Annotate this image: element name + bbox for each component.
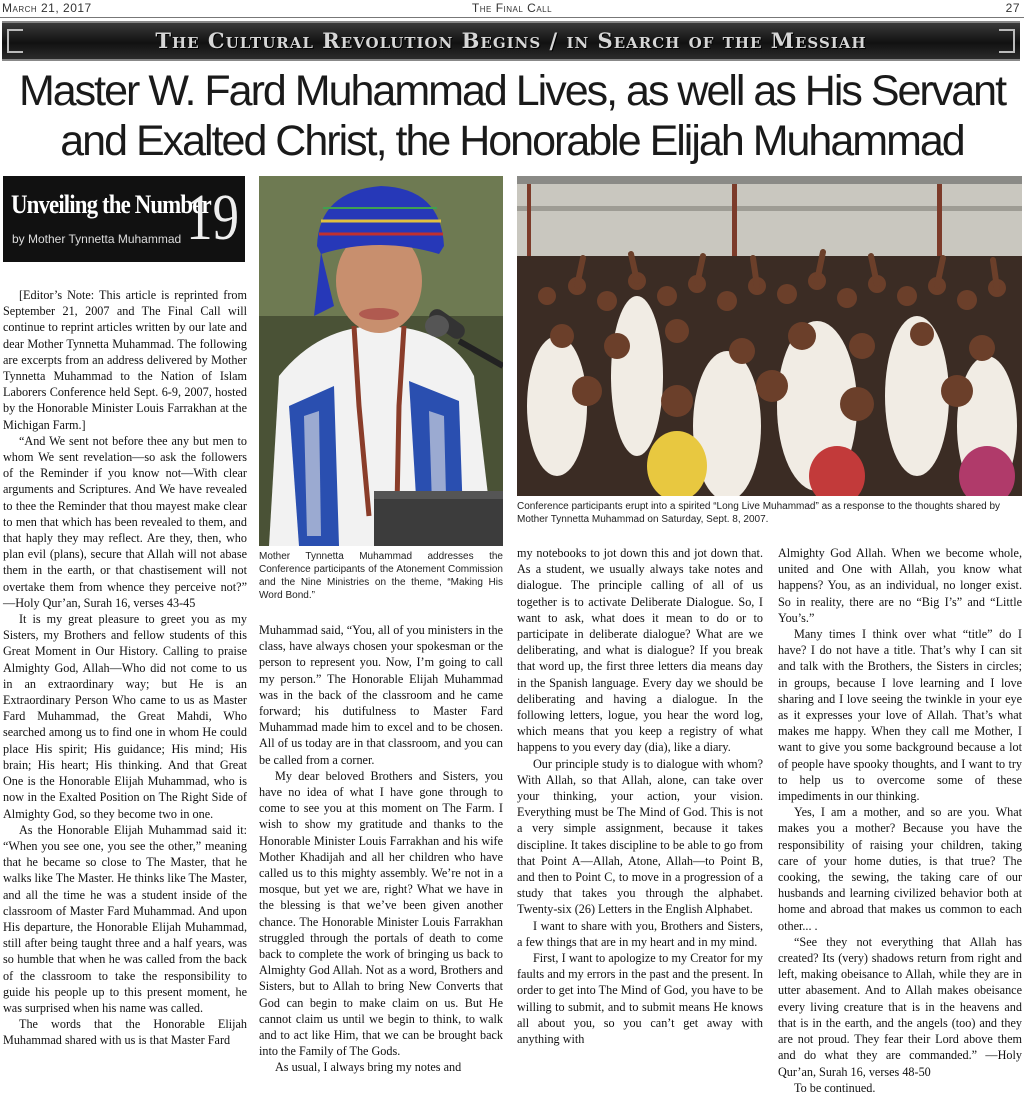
article-paragraph: I want to share with you, Brothers and Sisters, a few things that are in my heart and in my mind. (517, 918, 763, 949)
article-paragraph: My dear beloved Brothers and Sisters, you have no idea of what I have gone through to come to see you at this moment on The Farm. I wish to show my gratitude and thanks to the Honorable Minister Louis Farrakhan and his wife Mother Khadijah and all her children who have called us to this mighty assembly. We’re not in a mosque, but yet we are, right? What we have in the blessing is that we’ve been given another chance. The Honorable Minister Louis Farrakhan struggled through the portals of death to come back to complete the work of bringing us back to Almighty God Allah. Not as a word, Brothers and Sisters, but to Allah to bring New Converts that God can begin to make claim on us. But He cannot claim us until we begin to think, to walk and to act like Him, that we can be brought back into the Family of The Gods. (259, 768, 503, 1059)
article-column-1 (3, 287, 247, 1049)
article-paragraph: Many times I think over what “title” do I have? I do not have a title. That’s why I can sit and talk with the Brothers, the Sisters in circles; in groups, because I love learning and I love sharing and I love seeing the twinkle in your eye as it expresses your love of Allah. That’s what makes me happy. When they call me Mother, I want to give you some background because a lot of people have spooky thoughts, and I want to try to help us to overcome some of these impediments in our thinking. (778, 627, 1022, 804)
banner-ornament-right (999, 29, 1015, 53)
column-logo-byline: by Mother Tynnetta Muhammad (12, 232, 182, 246)
article-paragraph: First, I want to apologize to my Creator for my faults and my errors in the past and the present. In order to get into The Mind of God, you have to be willing to submit, and to submit means He knows all about you, so you can’t get away with anything with (517, 951, 763, 1047)
article-paragraph: “See they not everything that Allah has created? Its (very) shadows return from right and left, making obeisance to Allah, while they are in utter abasement. And to Allah makes obeisance every living creature that is in the heavens and that is in the earth, and the angels (too) and they are not proud. They fear their Lord above them and do what they are commanded.” —Holy Qur’an, Surah 16, verses 48-50 (778, 934, 1022, 1079)
column-logo-title: Unveiling the Number (11, 190, 211, 219)
article-column-2 (259, 622, 503, 1076)
page-header (0, 0, 1024, 18)
crowd-photo-caption: Conference participants erupt into a spirited “Long Live Muhammad” as a response to the thoughts shared by Mother Tynnetta Muhammad on Saturday, Sept. 8, 2007. (517, 501, 1001, 525)
column-logo-number: 19 (186, 181, 239, 254)
issue-date: March 21, 2017 (2, 1, 92, 15)
headline-line-1: Master W. Fard Muhammad Lives, as well as His Servant (18, 67, 1006, 115)
speaker-photo-image (259, 176, 503, 546)
article-paragraph: As the Honorable Elijah Muhammad said it: “When you see one, you see the other,” meaning that he became so close to The Master, that he walks like The Master. He thinks like The Master, and all the time he was a student inside of the classroom of Master Fard Muhammad. And upon His departure, the Honorable Elijah Muhammad, still after being taught three and a half years, was so humble that when he was called from the back of the classroom to take the responsibility to guide his people up to this present moment, he was surprised when his name was called. (3, 822, 247, 1015)
crowd-photo-image (517, 176, 1022, 496)
article-column-3 (517, 545, 763, 1047)
article-paragraph: Our principle study is to dialogue with whom? With Allah, so that Allah, alone, can take over your thinking, your action, your vision. Everything must be The Mind of God. This is not a very simple assignment, because it takes discipline. It takes discipline to be able to go from that Point A—Allah, Atone, Allah—to Point B, and then to Point C, to move in a progression of a study that takes you through the alphabet. Twenty-six (26) Letters in the English Alphabet. (517, 756, 763, 917)
article-paragraph: “And We sent not before thee any but men to whom We sent revelation—so ask the followers of the Reminder if you know not—With clear arguments and Scriptures. And We have revealed to thee the Reminder that thou mayest make clear to men that which has been revealed to them, and that haply they may reflect. Are they, then, who plan evil (plans), secure that Allah will not abase them in the earth, or that chastisement will not overtake them from whence they perceive not?” —Holy Qur’an, Surah 16, verses 43-45 (3, 433, 247, 610)
speaker-photo (259, 176, 503, 546)
article-paragraph: Almighty God Allah. When we become whole, united and One with Allah, you know what happens? You, as an individual, no longer exist. So in reality, there are no “Big I’s” and “Little You’s.” (778, 546, 1022, 625)
section-banner (2, 21, 1020, 61)
column-logo (3, 176, 245, 262)
publication-name: The Final Call (471, 1, 553, 15)
article-paragraph: [Editor’s Note: This article is reprinted from September 21, 2007 and The Final Call will continue to reprint articles written by our late and dear Mother Tynnetta Muhammad. The following are excerpts from an address delivered by Mother Tynnetta Muhammad to the Nation of Islam Laborers Conference held Sept. 6-9, 2007, hosted by the Honorable Minister Louis Farrakhan at the Michigan Farm.] (3, 288, 247, 432)
article-paragraph: Yes, I am a mother, and so are you. What makes you a mother? Because you have the responsibility of raising your children, taking care of your home duties, is that true? The cooking, the sewing, the taking care of our husbands and learning civilized behavior both at home and abroad that makes us common to each other... . (778, 805, 1022, 933)
to-be-continued: To be continued. (794, 1080, 876, 1095)
banner-title: The Cultural Revolution Begins / in Search of the Messiah (155, 28, 867, 53)
article-paragraph: It is my great pleasure to greet you as my Sisters, my Brothers and fellow students of this Great Moment in Our History. Calling to praise Almighty God, Allah—Who did not come to us in an extraordinary way; but He is an Extraordinary Person Who came to us as Master Fard Muhammad, the Great Mahdi, Who searched among us to find one in whom He could place His spirit; His guidance; His mind; His brain; His heart; His thinking. And that Great One is the Honorable Elijah Muhammad, who is now in the Exalted Position on The Right Side of Almighty God, so they become two in one. (3, 612, 247, 821)
headline-line-2: and Exalted Christ, the Honorable Elijah Muhammad (60, 117, 964, 165)
article-column-4 (778, 545, 1022, 1096)
article-paragraph: As usual, I always bring my notes and (275, 1060, 462, 1075)
article-paragraph: my notebooks to jot down this and jot down that. As a student, we usually always take notes and dialogue. The principle calling of all of us together is to activate Deliberate Dialogue. So, I want to ask, what does it mean to do or to participate in deliberate dialogue? What are we deliberating, and what is dialogue? If you break that word up, the first three letters dia means day in the Spanish language. Every day we should be deliberating and having a dialogue. In the following letters, logue, you hear the word log, which means that you keep a registry of what happens to you every day (dia), like a diary. (517, 546, 763, 755)
article-paragraph: Muhammad said, “You, all of you ministers in the class, have always chosen your spokesman or the person to represent you. Now, I’m going to call my person.” The Honorable Elijah Muhammad was in the back of the classroom and he came forward; his dutifulness to Master Fard Muhammad made him to excel and to be chosen. All of us today are in that classroom, and you can be called from a corner. (259, 623, 503, 767)
page-number: 27 (1005, 1, 1020, 15)
speaker-photo-caption: Mother Tynnetta Muhammad addresses the Conference participants of the Atonement Commission and the Nine Ministries on the theme, “Making His Word Bond.” (259, 551, 503, 601)
crowd-photo (517, 176, 1022, 496)
article-headline (0, 66, 1024, 166)
article-paragraph: The words that the Honorable Elijah Muhammad shared with us is that Master Fard (3, 1017, 247, 1048)
